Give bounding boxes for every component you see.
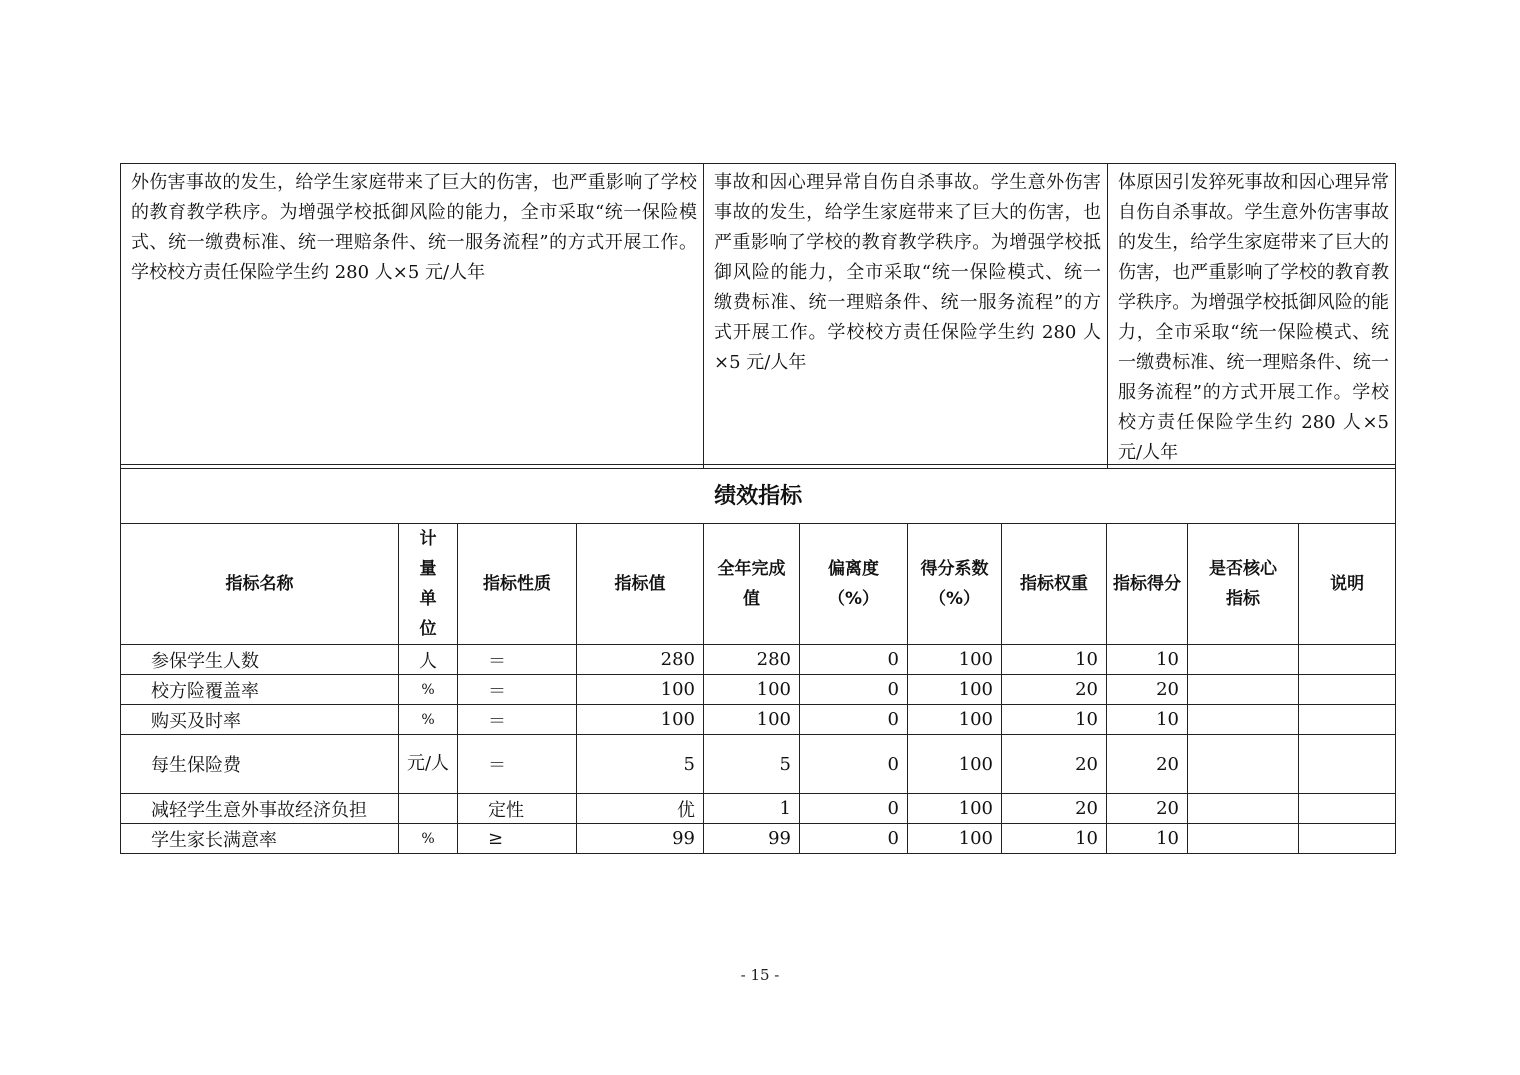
note-value <box>1299 735 1396 794</box>
deviation-value: 0 <box>800 794 908 824</box>
indicator-name: 学生家长满意率 <box>121 824 399 854</box>
indicator-unit: 人 <box>399 645 458 675</box>
coefficient-value: 100 <box>908 675 1002 705</box>
indicator-value: 280 <box>577 645 704 675</box>
note-value <box>1299 675 1396 705</box>
header-row <box>121 524 1396 645</box>
deviation-value: 0 <box>800 735 908 794</box>
core-value <box>1188 735 1299 794</box>
description-row <box>121 164 1396 469</box>
note-value <box>1299 645 1396 675</box>
table-row <box>121 794 1396 824</box>
indicator-name: 购买及时率 <box>121 705 399 735</box>
actual-value: 1 <box>704 794 800 824</box>
coefficient-value: 100 <box>908 824 1002 854</box>
indicator-nature: 定性 <box>458 794 577 824</box>
header-unit: 计量单位 <box>399 524 458 645</box>
description-cell-2: 事故和因心理异常自伤自杀事故。学生意外伤害事故的发生，给学生家庭带来了巨大的伤害，也严重影响了学校的教育教学秩序。为增强学校抵御风险的能力，全市采取“统一保险模式、统一缴费标准、统一理赔条件、统一服务流程”的方式开展工作。学校校方责任保险学生约 280 人×5 元/人年 <box>704 164 1108 469</box>
header-actual-value: 全年完成值 <box>704 524 800 645</box>
note-value <box>1299 824 1396 854</box>
score-value: 20 <box>1107 735 1188 794</box>
indicator-name: 参保学生人数 <box>121 645 399 675</box>
coefficient-value: 100 <box>908 645 1002 675</box>
actual-value: 280 <box>704 645 800 675</box>
core-value <box>1188 705 1299 735</box>
indicator-value: 99 <box>577 824 704 854</box>
core-value <box>1188 645 1299 675</box>
core-value <box>1188 675 1299 705</box>
indicator-value: 100 <box>577 705 704 735</box>
deviation-value: 0 <box>800 645 908 675</box>
indicator-value: 100 <box>577 675 704 705</box>
indicator-nature: ＝ <box>458 735 577 794</box>
note-value <box>1299 705 1396 735</box>
actual-value: 100 <box>704 705 800 735</box>
table-row <box>121 645 1396 675</box>
indicator-name: 校方险覆盖率 <box>121 675 399 705</box>
score-value: 10 <box>1107 824 1188 854</box>
actual-value: 5 <box>704 735 800 794</box>
table-row <box>121 675 1396 705</box>
deviation-value: 0 <box>800 705 908 735</box>
indicator-unit: % <box>399 705 458 735</box>
indicator-nature: ＝ <box>458 675 577 705</box>
indicator-name: 减轻学生意外事故经济负担 <box>121 794 399 824</box>
indicator-name: 每生保险费 <box>121 735 399 794</box>
header-indicator-name: 指标名称 <box>121 524 399 645</box>
score-value: 20 <box>1107 794 1188 824</box>
description-table <box>120 163 1396 469</box>
header-core: 是否核心指标 <box>1188 524 1299 645</box>
section-title: 绩效指标 <box>121 465 1396 524</box>
header-note: 说明 <box>1299 524 1396 645</box>
score-value: 20 <box>1107 675 1188 705</box>
indicator-unit: % <box>399 824 458 854</box>
indicator-nature: ＝ <box>458 645 577 675</box>
header-score-coefficient: 得分系数（%） <box>908 524 1002 645</box>
weight-value: 10 <box>1002 645 1107 675</box>
deviation-value: 0 <box>800 675 908 705</box>
weight-value: 10 <box>1002 705 1107 735</box>
core-value <box>1188 794 1299 824</box>
table-row <box>121 824 1396 854</box>
weight-value: 20 <box>1002 735 1107 794</box>
coefficient-value: 100 <box>908 735 1002 794</box>
weight-value: 10 <box>1002 824 1107 854</box>
performance-table <box>120 464 1396 854</box>
indicator-nature: ＝ <box>458 705 577 735</box>
table-row <box>121 705 1396 735</box>
indicator-value: 5 <box>577 735 704 794</box>
indicator-nature: ≥ <box>458 824 577 854</box>
weight-value: 20 <box>1002 794 1107 824</box>
score-value: 10 <box>1107 705 1188 735</box>
header-score: 指标得分 <box>1107 524 1188 645</box>
score-value: 10 <box>1107 645 1188 675</box>
header-nature: 指标性质 <box>458 524 577 645</box>
table-row <box>121 735 1396 794</box>
header-weight: 指标权重 <box>1002 524 1107 645</box>
coefficient-value: 100 <box>908 794 1002 824</box>
core-value <box>1188 824 1299 854</box>
coefficient-value: 100 <box>908 705 1002 735</box>
indicator-value: 优 <box>577 794 704 824</box>
actual-value: 99 <box>704 824 800 854</box>
indicator-unit: 元/人 <box>399 735 458 794</box>
note-value <box>1299 794 1396 824</box>
description-cell-3: 体原因引发猝死事故和因心理异常自伤自杀事故。学生意外伤害事故的发生，给学生家庭带来了巨大的伤害，也严重影响了学校的教育教学秩序。为增强学校抵御风险的能力，全市采取“统一保险模式、统一缴费标准、统一理赔条件、统一服务流程”的方式开展工作。学校校方责任保险学生约 280 人×5 元/人年 <box>1108 164 1396 469</box>
deviation-value: 0 <box>800 824 908 854</box>
header-target-value: 指标值 <box>577 524 704 645</box>
description-cell-1: 外伤害事故的发生，给学生家庭带来了巨大的伤害，也严重影响了学校的教育教学秩序。为增强学校抵御风险的能力，全市采取“统一保险模式、统一缴费标准、统一理赔条件、统一服务流程”的方式开展工作。学校校方责任保险学生约 280 人×5 元/人年 <box>121 164 704 469</box>
indicator-unit <box>399 794 458 824</box>
page-number: - 15 - <box>740 966 780 984</box>
header-deviation: 偏离度（%） <box>800 524 908 645</box>
weight-value: 20 <box>1002 675 1107 705</box>
indicator-unit: % <box>399 675 458 705</box>
actual-value: 100 <box>704 675 800 705</box>
